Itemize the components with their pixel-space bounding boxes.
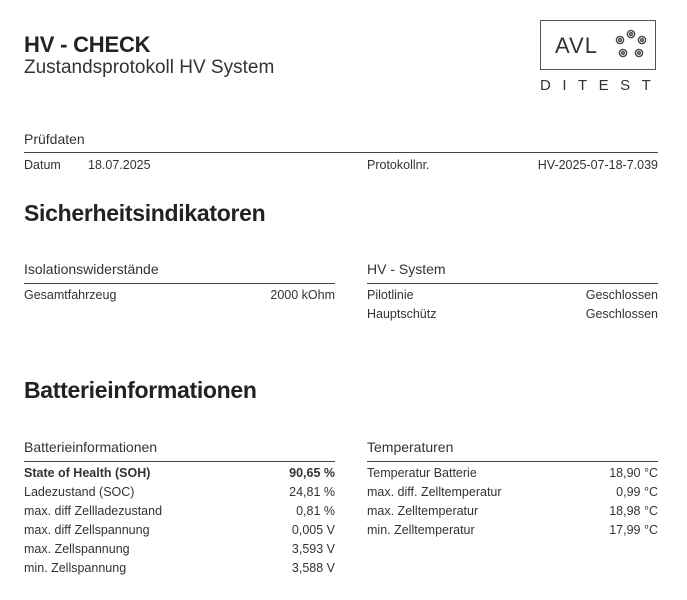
soh-value: 90,65 %: [289, 466, 335, 480]
diff-zellladezustand-label: max. diff Zellladezustand: [24, 504, 163, 518]
pilotlinie-value: Geschlossen: [585, 288, 658, 302]
hv-system-divider: [367, 283, 658, 284]
sicherheit-heading: Sicherheitsindikatoren: [24, 200, 266, 226]
pilotlinie-label: Pilotlinie: [367, 288, 414, 302]
datum-value: 18.07.2025: [88, 158, 151, 172]
soc-label: Ladezustand (SOC): [24, 485, 135, 499]
temperaturen-divider: [367, 461, 658, 462]
diff-zelltemperatur-label: max. diff. Zelltemperatur: [367, 485, 502, 499]
diff-zellspannung-label: max. diff Zellspannung: [24, 523, 150, 537]
isolation-row-label: Gesamtfahrzeug: [24, 288, 117, 302]
avl-logo-icon: [614, 29, 648, 61]
batterie-heading: Batterieinformationen: [24, 377, 257, 403]
max-zelltemperatur-label: max. Zelltemperatur: [367, 504, 479, 518]
pruefdaten-divider: [24, 152, 658, 153]
diff-zellspannung-value: 0,005 V: [291, 523, 335, 537]
hauptschuetz-value: Geschlossen: [585, 307, 658, 321]
min-zellspannung-label: min. Zellspannung: [24, 561, 127, 575]
isolation-row-value: 2000 kOhm: [270, 288, 335, 302]
ditest-logo-text: DITEST: [540, 77, 663, 94]
hauptschuetz-label: Hauptschütz: [367, 307, 437, 321]
min-zelltemperatur-value: 17,99 °C: [609, 523, 658, 537]
batterie-info-label: Batterieinformationen: [24, 439, 158, 455]
soc-value: 24,81 %: [289, 485, 335, 499]
min-zellspannung-value: 3,588 V: [291, 561, 335, 575]
isolation-divider: [24, 283, 335, 284]
max-zelltemperatur-value: 18,98 °C: [609, 504, 658, 518]
temperaturen-label: Temperaturen: [367, 439, 454, 455]
max-zellspannung-label: max. Zellspannung: [24, 542, 130, 556]
hv-system-label: HV - System: [367, 261, 446, 277]
temperatur-batterie-label: Temperatur Batterie: [367, 466, 477, 480]
diff-zelltemperatur-value: 0,99 °C: [616, 485, 658, 499]
diff-zellladezustand-value: 0,81 %: [296, 504, 335, 518]
batterie-info-divider: [24, 461, 335, 462]
isolation-label: Isolationswiderstände: [24, 261, 159, 277]
protokoll-label: Protokollnr.: [367, 158, 430, 172]
min-zelltemperatur-label: min. Zelltemperatur: [367, 523, 475, 537]
avl-logo-text: AVL: [555, 33, 598, 58]
datum-label: Datum: [24, 158, 61, 172]
pruefdaten-label: Prüfdaten: [24, 131, 85, 147]
protokoll-value: HV-2025-07-18-7.039: [537, 158, 658, 172]
max-zellspannung-value: 3,593 V: [291, 542, 335, 556]
temperatur-batterie-value: 18,90 °C: [609, 466, 658, 480]
report-subtitle: Zustandsprotokoll HV System: [24, 57, 275, 78]
soh-label: State of Health (SOH): [24, 466, 151, 480]
report-title: HV - CHECK: [24, 32, 151, 57]
